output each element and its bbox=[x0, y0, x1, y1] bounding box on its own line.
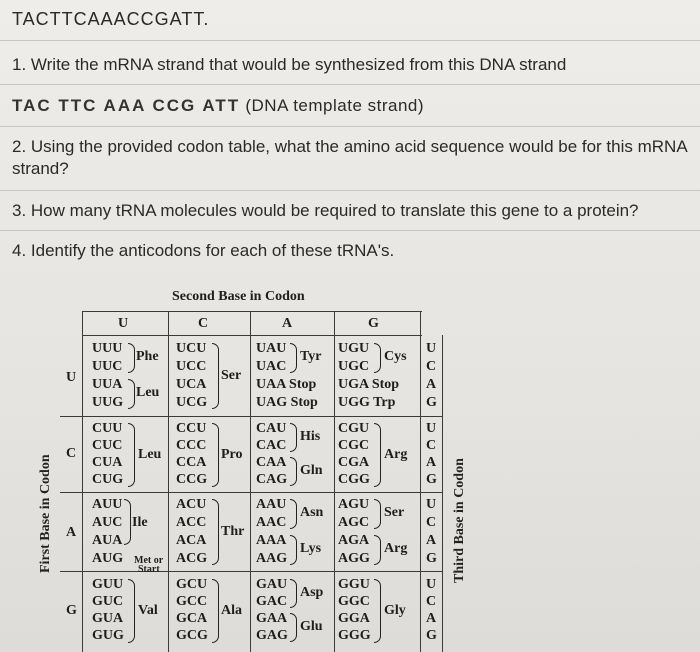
codon: CGA bbox=[338, 455, 370, 470]
amino-acid: Leu bbox=[136, 385, 160, 400]
codon: UUC bbox=[92, 359, 123, 374]
grid-line bbox=[60, 416, 442, 417]
column-header-a: A bbox=[282, 316, 293, 331]
amino-acid: Phe bbox=[136, 349, 159, 364]
amino-acid: Asn bbox=[300, 505, 324, 520]
codon: UCU bbox=[176, 341, 207, 356]
codon: ACU bbox=[176, 497, 207, 512]
codon: ACC bbox=[176, 515, 207, 530]
codon-brace bbox=[128, 423, 135, 487]
codon: UGG Trp bbox=[338, 395, 396, 410]
codon: UUG bbox=[92, 395, 124, 410]
amino-acid: Tyr bbox=[300, 349, 322, 364]
dna-note: (DNA template strand) bbox=[245, 96, 425, 115]
codon-brace bbox=[290, 499, 297, 529]
amino-acid: Ser bbox=[384, 505, 405, 520]
codon: GUU bbox=[92, 577, 124, 592]
first-base-label: First Base in Codon bbox=[38, 454, 53, 573]
codon-brace bbox=[374, 343, 381, 373]
divider bbox=[0, 84, 700, 85]
amino-acid: Arg bbox=[384, 447, 408, 462]
amino-acid: Ala bbox=[221, 603, 242, 618]
divider bbox=[0, 126, 700, 127]
amino-acid: Thr bbox=[221, 524, 245, 539]
question-4: 4. Identify the anticodons for each of these tRNA's. bbox=[12, 241, 395, 260]
codon: AGC bbox=[338, 515, 370, 530]
third-base: C bbox=[426, 515, 437, 530]
codon: UAG Stop bbox=[256, 395, 318, 410]
codon-brace bbox=[374, 535, 381, 565]
codon: CAU bbox=[256, 421, 287, 436]
codon: UCG bbox=[176, 395, 208, 410]
codon: AUG bbox=[92, 551, 124, 566]
amino-acid: Ile bbox=[132, 515, 148, 530]
codon: GGC bbox=[338, 594, 370, 609]
codon-brace bbox=[290, 457, 297, 486]
column-header-u: U bbox=[118, 316, 129, 331]
codon-brace bbox=[290, 423, 297, 452]
codon-brace bbox=[212, 579, 219, 643]
amino-acid: Cys bbox=[384, 349, 407, 364]
amino-acid: Gln bbox=[300, 463, 323, 478]
amino-acid: Leu bbox=[138, 447, 162, 462]
codon: AGG bbox=[338, 551, 370, 566]
question-3: 3. How many tRNA molecules would be required to translate this gene to a protein? bbox=[12, 201, 639, 220]
codon: UAC bbox=[256, 359, 287, 374]
worksheet-title: TACTTCAAACCGATT. bbox=[12, 9, 210, 29]
codon: GAC bbox=[256, 594, 288, 609]
codon: AGA bbox=[338, 533, 370, 548]
start-label: Start bbox=[138, 564, 160, 575]
codon: CGC bbox=[338, 438, 370, 453]
grid-line bbox=[82, 311, 83, 652]
codon: CCA bbox=[176, 455, 207, 470]
amino-acid: Ser bbox=[221, 368, 242, 383]
grid-line bbox=[60, 571, 442, 572]
third-base: G bbox=[426, 472, 437, 487]
third-base: G bbox=[426, 395, 437, 410]
question-1: 1. Write the mRNA strand that would be synthesized from this DNA strand bbox=[12, 55, 567, 74]
question-2: 2. Using the provided codon table, what the amino acid sequence would be for this mRNA strand? bbox=[12, 137, 687, 178]
codon: GCC bbox=[176, 594, 208, 609]
codon: CUC bbox=[92, 438, 123, 453]
codon: UGA Stop bbox=[338, 377, 400, 392]
third-base: A bbox=[426, 611, 437, 626]
codon: GCA bbox=[176, 611, 208, 626]
amino-acid: Glu bbox=[300, 619, 323, 634]
codon: GGU bbox=[338, 577, 370, 592]
third-base: G bbox=[426, 551, 437, 566]
codon-brace bbox=[212, 499, 219, 565]
grid-line bbox=[250, 311, 251, 652]
third-base: C bbox=[426, 594, 437, 609]
grid-line bbox=[82, 335, 422, 336]
codon-brace bbox=[290, 535, 297, 565]
codon: GAU bbox=[256, 577, 288, 592]
codon: AGU bbox=[338, 497, 370, 512]
amino-acid: Lys bbox=[300, 541, 322, 556]
codon: AAA bbox=[256, 533, 287, 548]
second-base-label: Second Base in Codon bbox=[172, 289, 305, 304]
codon-brace bbox=[374, 579, 381, 643]
codon-brace bbox=[290, 613, 297, 642]
codon-brace bbox=[290, 579, 297, 608]
codon: UGC bbox=[338, 359, 370, 374]
third-base: C bbox=[426, 359, 437, 374]
codon: ACA bbox=[176, 533, 207, 548]
grid-line bbox=[60, 492, 442, 493]
codon: CCU bbox=[176, 421, 207, 436]
codon: CAG bbox=[256, 472, 288, 487]
codon: UUU bbox=[92, 341, 123, 356]
codon: ACG bbox=[176, 551, 208, 566]
codon-brace bbox=[212, 423, 219, 487]
codon: AAU bbox=[256, 497, 287, 512]
codon: UGU bbox=[338, 341, 370, 356]
codon-brace bbox=[212, 343, 219, 409]
codon: GCG bbox=[176, 628, 208, 643]
codon: CUA bbox=[92, 455, 123, 470]
codon: CGU bbox=[338, 421, 370, 436]
codon: UAU bbox=[256, 341, 287, 356]
amino-acid: Gly bbox=[384, 603, 406, 618]
dna-strand: TAC TTC AAA CCG ATT bbox=[12, 96, 241, 115]
divider bbox=[0, 40, 700, 41]
amino-acid: Arg bbox=[384, 541, 408, 556]
codon: CCC bbox=[176, 438, 207, 453]
amino-acid: His bbox=[300, 429, 321, 444]
codon: AAG bbox=[256, 551, 288, 566]
third-base: A bbox=[426, 455, 437, 470]
third-base: U bbox=[426, 341, 437, 356]
third-base: U bbox=[426, 421, 437, 436]
third-base: A bbox=[426, 533, 437, 548]
codon: CUU bbox=[92, 421, 123, 436]
codon: AUU bbox=[92, 497, 123, 512]
codon: GCU bbox=[176, 577, 208, 592]
codon: CCG bbox=[176, 472, 208, 487]
row-header-g: G bbox=[66, 603, 77, 618]
row-header-a: A bbox=[66, 525, 77, 540]
codon-brace bbox=[124, 499, 131, 545]
codon: CGG bbox=[338, 472, 370, 487]
amino-acid: Asp bbox=[300, 585, 324, 600]
codon-brace bbox=[128, 579, 135, 643]
grid-line bbox=[82, 311, 422, 312]
codon: GGG bbox=[338, 628, 371, 643]
codon: AUC bbox=[92, 515, 123, 530]
third-base: U bbox=[426, 577, 437, 592]
codon: GGA bbox=[338, 611, 370, 626]
codon-brace bbox=[374, 499, 381, 529]
third-base: C bbox=[426, 438, 437, 453]
column-header-c: C bbox=[198, 316, 209, 331]
amino-acid: Pro bbox=[221, 447, 243, 462]
row-header-c: C bbox=[66, 446, 77, 461]
codon: CAA bbox=[256, 455, 287, 470]
codon-brace bbox=[128, 379, 135, 409]
amino-acid: Val bbox=[138, 603, 158, 618]
codon: GUG bbox=[92, 628, 124, 643]
codon: UCC bbox=[176, 359, 207, 374]
codon-brace bbox=[290, 343, 297, 373]
codon: UAA Stop bbox=[256, 377, 317, 392]
codon: GUC bbox=[92, 594, 124, 609]
codon: GAA bbox=[256, 611, 288, 626]
grid-line bbox=[168, 311, 169, 652]
codon: CAC bbox=[256, 438, 287, 453]
grid-line bbox=[420, 311, 421, 652]
codon: GAG bbox=[256, 628, 288, 643]
codon-brace bbox=[128, 343, 135, 373]
codon-table bbox=[0, 283, 700, 652]
codon: AUA bbox=[92, 533, 123, 548]
dna-strand-line bbox=[12, 95, 424, 117]
codon: UCA bbox=[176, 377, 207, 392]
codon: UUA bbox=[92, 377, 123, 392]
row-header-u: U bbox=[66, 370, 77, 385]
codon: AAC bbox=[256, 515, 287, 530]
amino-acid: Met or bbox=[134, 555, 164, 566]
column-header-g: G bbox=[368, 316, 379, 331]
third-base: G bbox=[426, 628, 437, 643]
grid-line bbox=[442, 335, 443, 652]
divider bbox=[0, 230, 700, 231]
third-base: U bbox=[426, 497, 437, 512]
codon: GUA bbox=[92, 611, 124, 626]
third-base-label: Third Base in Codon bbox=[452, 458, 467, 583]
codon-brace bbox=[374, 423, 381, 487]
third-base: A bbox=[426, 377, 437, 392]
divider bbox=[0, 190, 700, 191]
codon: CUG bbox=[92, 472, 124, 487]
grid-line bbox=[334, 311, 335, 652]
